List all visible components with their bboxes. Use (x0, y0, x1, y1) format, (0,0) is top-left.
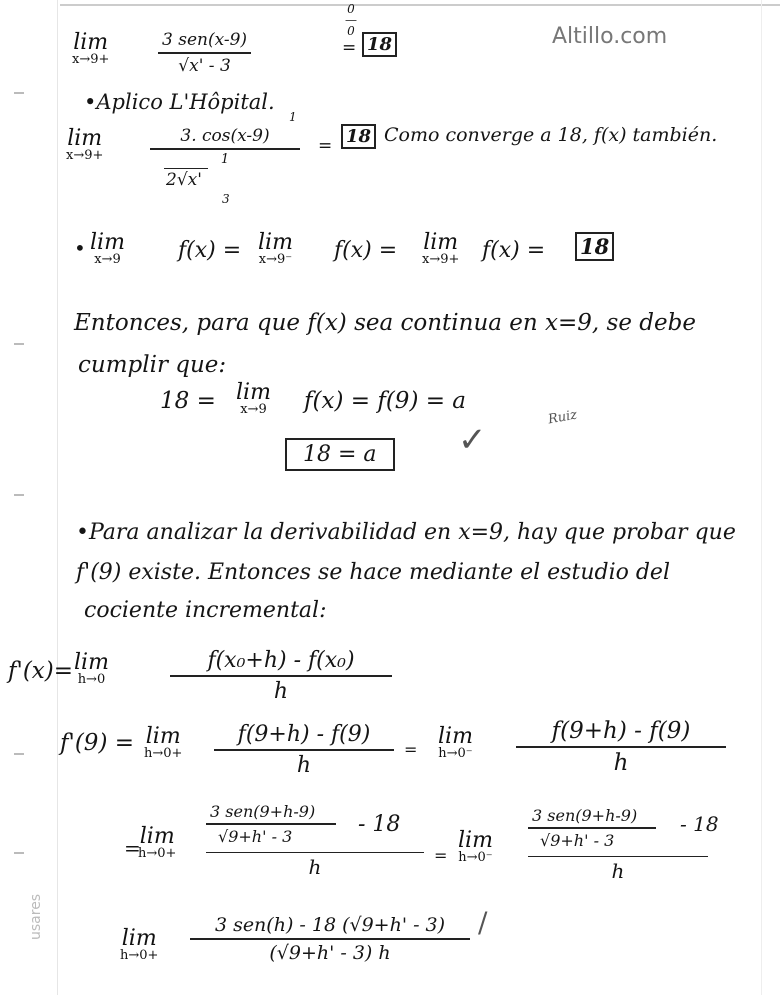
step-eq: = (124, 836, 141, 860)
signature: Ruiz (546, 407, 579, 428)
margin-line (57, 0, 58, 995)
fraction-f9-right: f(9+h) - f(9) h (214, 722, 394, 778)
aplico-line: •Aplico L'Hôpital. (84, 90, 275, 114)
hole-mark (14, 494, 24, 496)
limit-3a: lim x→9 (90, 230, 125, 267)
limit-step-left: lim h→0⁻ (458, 828, 493, 865)
result-2: 18 (341, 124, 376, 149)
def-lhs: f'(x)= (8, 658, 74, 684)
limit-f9-right: lim h→0+ (144, 724, 183, 761)
limit-last: lim h→0+ (120, 926, 159, 963)
equals-2: = (318, 136, 333, 156)
equals-step: = (434, 846, 448, 865)
paragraph-1a: Entonces, para que f(x) sea continua en x=9, se debe (74, 310, 696, 336)
limit-f9-left: lim h→0⁻ (438, 724, 473, 761)
limit-def: lim h→0 (74, 650, 109, 687)
paragraph-1b: cumplir que: (78, 352, 227, 378)
subscript-3: 3 (222, 192, 230, 206)
fraction-2: 3. cos(x-9) 1 2√x' (150, 126, 300, 190)
fraction-1: 3 sen(x-9) √x' - 3 (158, 30, 251, 76)
fx-a: f(x) = (178, 238, 242, 263)
limit-3b: lim x→9⁻ (258, 230, 293, 267)
limit-3c: lim x→9+ (422, 230, 460, 267)
paragraph-2b: f'(9) existe. Entonces se hace mediante el estudio del (76, 560, 670, 585)
cond-rest: f(x) = f(9) = a (304, 388, 467, 414)
fraction-step-left: 3 sen(9+h-9) √9+h' - 3 h (528, 806, 708, 883)
cond-lhs: 18 = (160, 388, 216, 414)
limit-2: lim x→9+ (66, 126, 104, 163)
limit-1: lim x→9+ (72, 30, 110, 67)
hole-mark (14, 852, 24, 854)
paragraph-2a: •Para analizar la derivabilidad en x=9, hay que probar que (76, 520, 736, 545)
step-minus-left: - 18 (680, 812, 719, 836)
fx-c: f(x) = (482, 238, 546, 263)
hole-mark (14, 92, 24, 94)
right-margin-line (761, 0, 762, 995)
limit-step-right: lim h→0+ (138, 824, 177, 861)
paragraph-2c: cociente incremental: (84, 598, 327, 623)
superscript-1: 1 (289, 110, 297, 124)
fraction-def: f(x₀+h) - f(x₀) h (170, 648, 392, 704)
step-minus-right: - 18 (358, 812, 401, 837)
equals-f9: = (404, 740, 418, 759)
hole-mark (14, 753, 24, 755)
top-ruled-line (60, 4, 780, 6)
fraction-f9-left: f(9+h) - f(9) h (516, 718, 726, 776)
watermark-site: Altillo.com (552, 24, 668, 49)
watermark-side: usares (28, 893, 44, 940)
hole-mark (14, 343, 24, 345)
check-icon: / (478, 906, 488, 939)
result-1: 18 (362, 32, 397, 57)
fraction-step-right: 3 sen(9+h-9) √9+h' - 3 h (206, 802, 424, 879)
check-icon: ✓ (458, 420, 487, 460)
equals-1: = (342, 38, 357, 58)
cond-box: 18 = a (285, 438, 395, 471)
bullet: • (74, 236, 86, 260)
result-3: 18 (575, 232, 614, 261)
indeterminate-form: 0 — 0 (345, 2, 357, 38)
f9-lhs: f'(9) = (60, 730, 134, 756)
convergence-comment: Como converge a 18, f(x) también. (384, 124, 718, 146)
fx-b: f(x) = (334, 238, 398, 263)
limit-cond: lim x→9 (236, 380, 271, 417)
fraction-last: 3 sen(h) - 18 (√9+h' - 3) (√9+h' - 3) h (190, 914, 470, 964)
